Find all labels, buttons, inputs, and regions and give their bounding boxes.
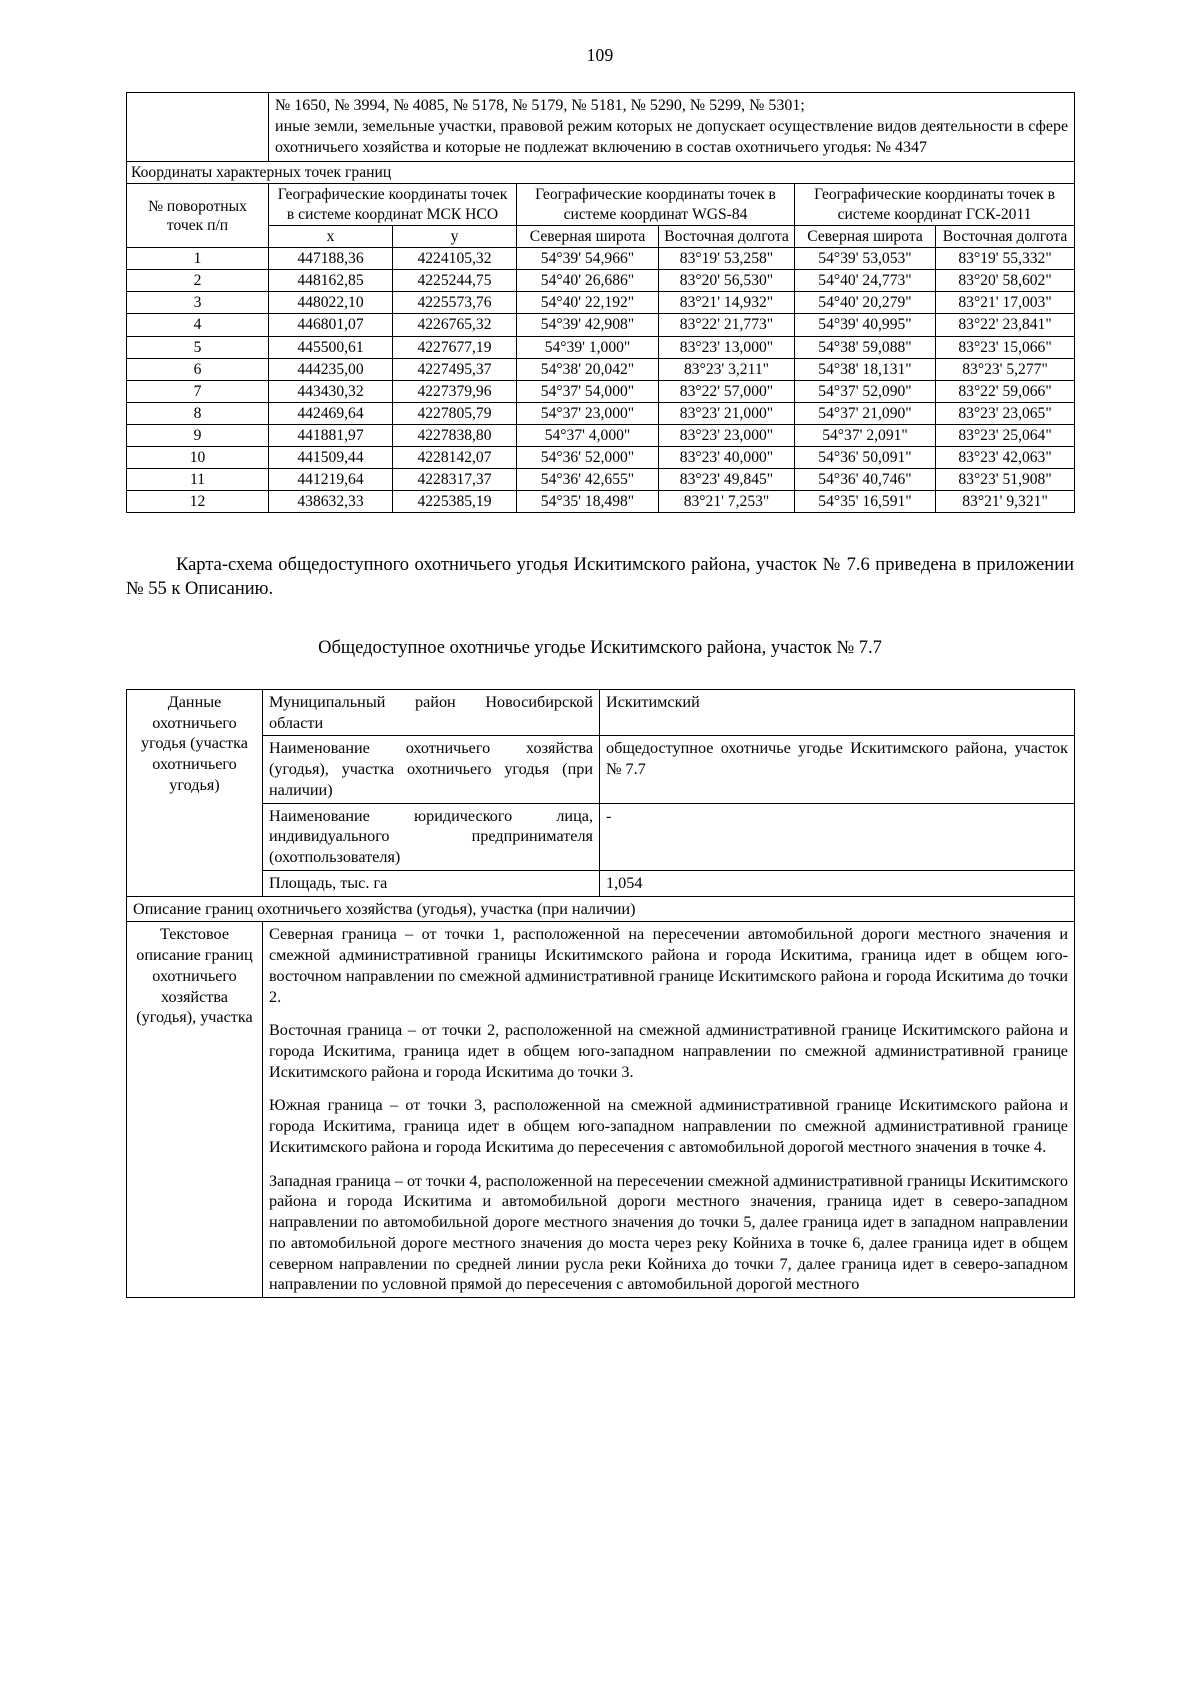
cell-gsk-latitude: 54°38' 18,131" — [795, 358, 936, 380]
cell-wgs-longitude: 83°22' 57,000" — [659, 380, 795, 402]
cell-wgs-longitude: 83°19' 53,258" — [659, 248, 795, 270]
cell-point-number: 6 — [127, 358, 269, 380]
cell-gsk-longitude: 83°20' 58,602" — [936, 270, 1075, 292]
coordinates-table — [126, 92, 1075, 513]
header-group-msk: Географические координаты точек в системе координат МСК НСО — [269, 184, 517, 226]
header-msk-x: x — [269, 226, 393, 248]
cell-gsk-longitude: 83°21' 9,321" — [936, 490, 1075, 512]
cell-gsk-latitude: 54°36' 50,091" — [795, 446, 936, 468]
table-row-intro — [127, 93, 1075, 162]
table-row-borders-description — [127, 922, 1075, 1298]
cell-wgs-longitude: 83°23' 40,000" — [659, 446, 795, 468]
cell-wgs-latitude: 54°38' 20,042" — [517, 358, 659, 380]
cell-gsk-latitude: 54°35' 16,591" — [795, 490, 936, 512]
table-row — [127, 380, 1075, 402]
coordinates-section-title: Координаты характерных точек границ — [127, 162, 1075, 184]
table-row-group-headers — [127, 184, 1075, 226]
cell-wgs-latitude: 54°39' 42,908" — [517, 314, 659, 336]
border-paragraph-north: Северная граница – от точки 1, расположенной на пересечении автомобильной дороги местного значения и смежной административной границы Искитимского района и города Искитима, граница идет в общем юго-восточном направлении по смежной административной границе Искитимского района и города Искитима до точки 2. — [269, 925, 1068, 1006]
borders-section-title: Описание границ охотничьего хозяйства (угодья), участка (при наличии) — [127, 896, 1075, 922]
cell-msk-x: 442469,64 — [269, 402, 393, 424]
cell-gsk-longitude: 83°23' 25,064" — [936, 424, 1075, 446]
cell-gsk-longitude: 83°19' 55,332" — [936, 248, 1075, 270]
header-gsk-latitude: Северная широта — [795, 226, 936, 248]
cell-point-number: 4 — [127, 314, 269, 336]
cell-gsk-latitude: 54°37' 52,090" — [795, 380, 936, 402]
cell-msk-y: 4228142,07 — [393, 446, 517, 468]
page-number: 109 — [586, 45, 614, 65]
table-row-legal-entity — [127, 803, 1075, 870]
cell-wgs-latitude: 54°37' 54,000" — [517, 380, 659, 402]
cell-msk-y: 4228317,37 — [393, 468, 517, 490]
header-wgs-latitude: Северная широта — [517, 226, 659, 248]
table-row-borders-title — [127, 896, 1075, 922]
table-row — [127, 358, 1075, 380]
cell-gsk-latitude: 54°39' 40,995" — [795, 314, 936, 336]
intro-text-cell — [269, 93, 1075, 162]
hunting-ground-info-table — [126, 689, 1075, 1298]
side-label-text-description: Текстовое описание границ охотничьего хозяйства (угодья), участка — [127, 922, 263, 1298]
cell-msk-y: 4227805,79 — [393, 402, 517, 424]
cell-gsk-longitude: 83°22' 23,841" — [936, 314, 1075, 336]
cell-wgs-latitude: 54°39' 54,966" — [517, 248, 659, 270]
value-municipal-district: Искитимский — [600, 689, 1075, 735]
table-row — [127, 468, 1075, 490]
value-area: 1,054 — [600, 870, 1075, 896]
table-row — [127, 424, 1075, 446]
label-legal-entity: Наименование юридического лица, индивидуального предпринимателя (охотпользователя) — [263, 803, 600, 870]
borders-description-cell — [263, 922, 1075, 1298]
cell-msk-y: 4227677,19 — [393, 336, 517, 358]
cell-wgs-latitude: 54°37' 23,000" — [517, 402, 659, 424]
border-paragraph-south: Южная граница – от точки 3, расположенной на смежной административной границе Искитимского района и города Искитима, граница идет в общем юго-западном направлении по смежной административной границе Искитимского района и города Искитима до пересечения с автомобильной дорогой местного значения в точке 4. — [269, 1096, 1068, 1156]
cell-msk-x: 446801,07 — [269, 314, 393, 336]
value-hunting-ground-name: общедоступное охотничье угодье Искитимского района, участок № 7.7 — [600, 736, 1075, 803]
cell-msk-x: 444235,00 — [269, 358, 393, 380]
cell-wgs-latitude: 54°36' 52,000" — [517, 446, 659, 468]
table-row — [127, 270, 1075, 292]
cell-point-number: 9 — [127, 424, 269, 446]
cell-wgs-latitude: 54°37' 4,000" — [517, 424, 659, 446]
cell-gsk-latitude: 54°37' 21,090" — [795, 402, 936, 424]
cell-wgs-longitude: 83°23' 21,000" — [659, 402, 795, 424]
cell-msk-y: 4226765,32 — [393, 314, 517, 336]
cell-wgs-longitude: 83°20' 56,530" — [659, 270, 795, 292]
table-row — [127, 490, 1075, 512]
table-row-ground-name — [127, 736, 1075, 803]
table-row — [127, 446, 1075, 468]
cell-msk-x: 438632,33 — [269, 490, 393, 512]
intro-line-1: № 1650, № 3994, № 4085, № 5178, № 5179, № 5181, № 5290, № 5299, № 5301; — [275, 97, 805, 115]
side-label-hunting-ground-data: Данные охотничьего угодья (участка охотничьего угодья) — [127, 689, 263, 896]
cell-wgs-latitude: 54°39' 1,000" — [517, 336, 659, 358]
cell-msk-y: 4225385,19 — [393, 490, 517, 512]
cell-wgs-latitude: 54°40' 22,192" — [517, 292, 659, 314]
cell-msk-y: 4224105,32 — [393, 248, 517, 270]
cell-point-number: 11 — [127, 468, 269, 490]
map-scheme-paragraph: Карта-схема общедоступного охотничьего угодья Искитимского района, участок № 7.6 приведена в приложении № 55 к Описанию. — [126, 554, 1074, 600]
table-row — [127, 248, 1075, 270]
cell-msk-y: 4225573,76 — [393, 292, 517, 314]
cell-gsk-latitude: 54°38' 59,088" — [795, 336, 936, 358]
table-row-sub-headers — [127, 226, 1075, 248]
cell-gsk-longitude: 83°22' 59,066" — [936, 380, 1075, 402]
cell-msk-x: 441509,44 — [269, 446, 393, 468]
cell-point-number: 10 — [127, 446, 269, 468]
coordinates-rows — [127, 248, 1075, 512]
cell-point-number: 5 — [127, 336, 269, 358]
cell-wgs-longitude: 83°21' 14,932" — [659, 292, 795, 314]
table-row — [127, 336, 1075, 358]
cell-msk-x: 441219,64 — [269, 468, 393, 490]
cell-wgs-longitude: 83°21' 7,253" — [659, 490, 795, 512]
header-wgs-longitude: Восточная долгота — [659, 226, 795, 248]
label-municipal-district: Муниципальный район Новосибирской области — [263, 689, 600, 735]
cell-gsk-longitude: 83°23' 15,066" — [936, 336, 1075, 358]
label-hunting-ground-name: Наименование охотничьего хозяйства (угодья), участка охотничьего угодья (при наличии) — [263, 736, 600, 803]
header-point-number: № поворотных точек п/п — [127, 184, 269, 248]
cell-wgs-longitude: 83°22' 21,773" — [659, 314, 795, 336]
header-gsk-longitude: Восточная долгота — [936, 226, 1075, 248]
cell-msk-y: 4227379,96 — [393, 380, 517, 402]
cell-wgs-latitude: 54°40' 26,686" — [517, 270, 659, 292]
cell-point-number: 3 — [127, 292, 269, 314]
cell-gsk-longitude: 83°23' 42,063" — [936, 446, 1075, 468]
cell-msk-x: 448022,10 — [269, 292, 393, 314]
cell-point-number: 12 — [127, 490, 269, 512]
cell-gsk-longitude: 83°21' 17,003" — [936, 292, 1075, 314]
cell-gsk-longitude: 83°23' 5,277" — [936, 358, 1075, 380]
intro-line-2: иные земли, земельные участки, правовой режим которых не допускает осуществление видов деятельности в сфере охотничьего хозяйства и которые не подлежат включению в состав охотничьего угодья: № 4347 — [275, 117, 1069, 156]
cell-point-number: 1 — [127, 248, 269, 270]
cell-msk-x: 441881,97 — [269, 424, 393, 446]
cell-msk-y: 4227495,37 — [393, 358, 517, 380]
cell-wgs-longitude: 83°23' 23,000" — [659, 424, 795, 446]
table-row — [127, 314, 1075, 336]
cell-gsk-latitude: 54°40' 24,773" — [795, 270, 936, 292]
label-area: Площадь, тыс. га — [263, 870, 600, 896]
cell-point-number: 2 — [127, 270, 269, 292]
cell-msk-y: 4225244,75 — [393, 270, 517, 292]
header-group-wgs84: Географические координаты точек в системе координат WGS-84 — [517, 184, 795, 226]
border-paragraph-west: Западная граница – от точки 4, расположенной на пересечении смежной административной границы Искитимского района и города Искитима и автомобильной дороги местного значения, граница идет в северо-западном направлении по автомобильной дороге местного значения до точки 5, далее граница идет в западном направлении по автомобильной дороге местного значения до моста через реку Койниха в точке 6, далее граница идет в общем северном направлении по средней линии русла реки Койниха до точки 7, далее граница идет в северо-западном направлении по условной прямой до пересечения с автомобильной дорогой местного — [269, 1171, 1068, 1294]
cell-msk-x: 443430,32 — [269, 380, 393, 402]
cell-gsk-longitude: 83°23' 51,908" — [936, 468, 1075, 490]
cell-gsk-latitude: 54°37' 2,091" — [795, 424, 936, 446]
cell-gsk-latitude: 54°39' 53,053" — [795, 248, 936, 270]
cell-wgs-longitude: 83°23' 13,000" — [659, 336, 795, 358]
section-heading: Общедоступное охотничье угодье Искитимского района, участок № 7.7 — [318, 638, 882, 659]
cell-point-number: 7 — [127, 380, 269, 402]
cell-point-number: 8 — [127, 402, 269, 424]
table-row-municipal-district — [127, 689, 1075, 735]
header-group-gsk2011: Географические координаты точек в системе координат ГСК-2011 — [795, 184, 1075, 226]
value-legal-entity: - — [600, 803, 1075, 870]
cell-msk-x: 448162,85 — [269, 270, 393, 292]
cell-msk-x: 447188,36 — [269, 248, 393, 270]
cell-gsk-longitude: 83°23' 23,065" — [936, 402, 1075, 424]
table-row-section-title — [127, 162, 1075, 184]
cell-msk-y: 4227838,80 — [393, 424, 517, 446]
cell-gsk-latitude: 54°40' 20,279" — [795, 292, 936, 314]
cell-wgs-longitude: 83°23' 49,845" — [659, 468, 795, 490]
table-row — [127, 402, 1075, 424]
cell-gsk-latitude: 54°36' 40,746" — [795, 468, 936, 490]
cell-wgs-latitude: 54°36' 42,655" — [517, 468, 659, 490]
table-row — [127, 292, 1075, 314]
cell-msk-x: 445500,61 — [269, 336, 393, 358]
table-row-area — [127, 870, 1075, 896]
cell-wgs-longitude: 83°23' 3,211" — [659, 358, 795, 380]
border-paragraph-east: Восточная граница – от точки 2, расположенной на смежной административной границе Искитимского района и города Искитима, граница идет в общем юго-западном направлении по смежной административной границе Искитимского района и города Искитима до точки 3. — [269, 1021, 1068, 1081]
cell-wgs-latitude: 54°35' 18,498" — [517, 490, 659, 512]
intro-empty-cell — [127, 93, 269, 162]
header-msk-y: y — [393, 226, 517, 248]
